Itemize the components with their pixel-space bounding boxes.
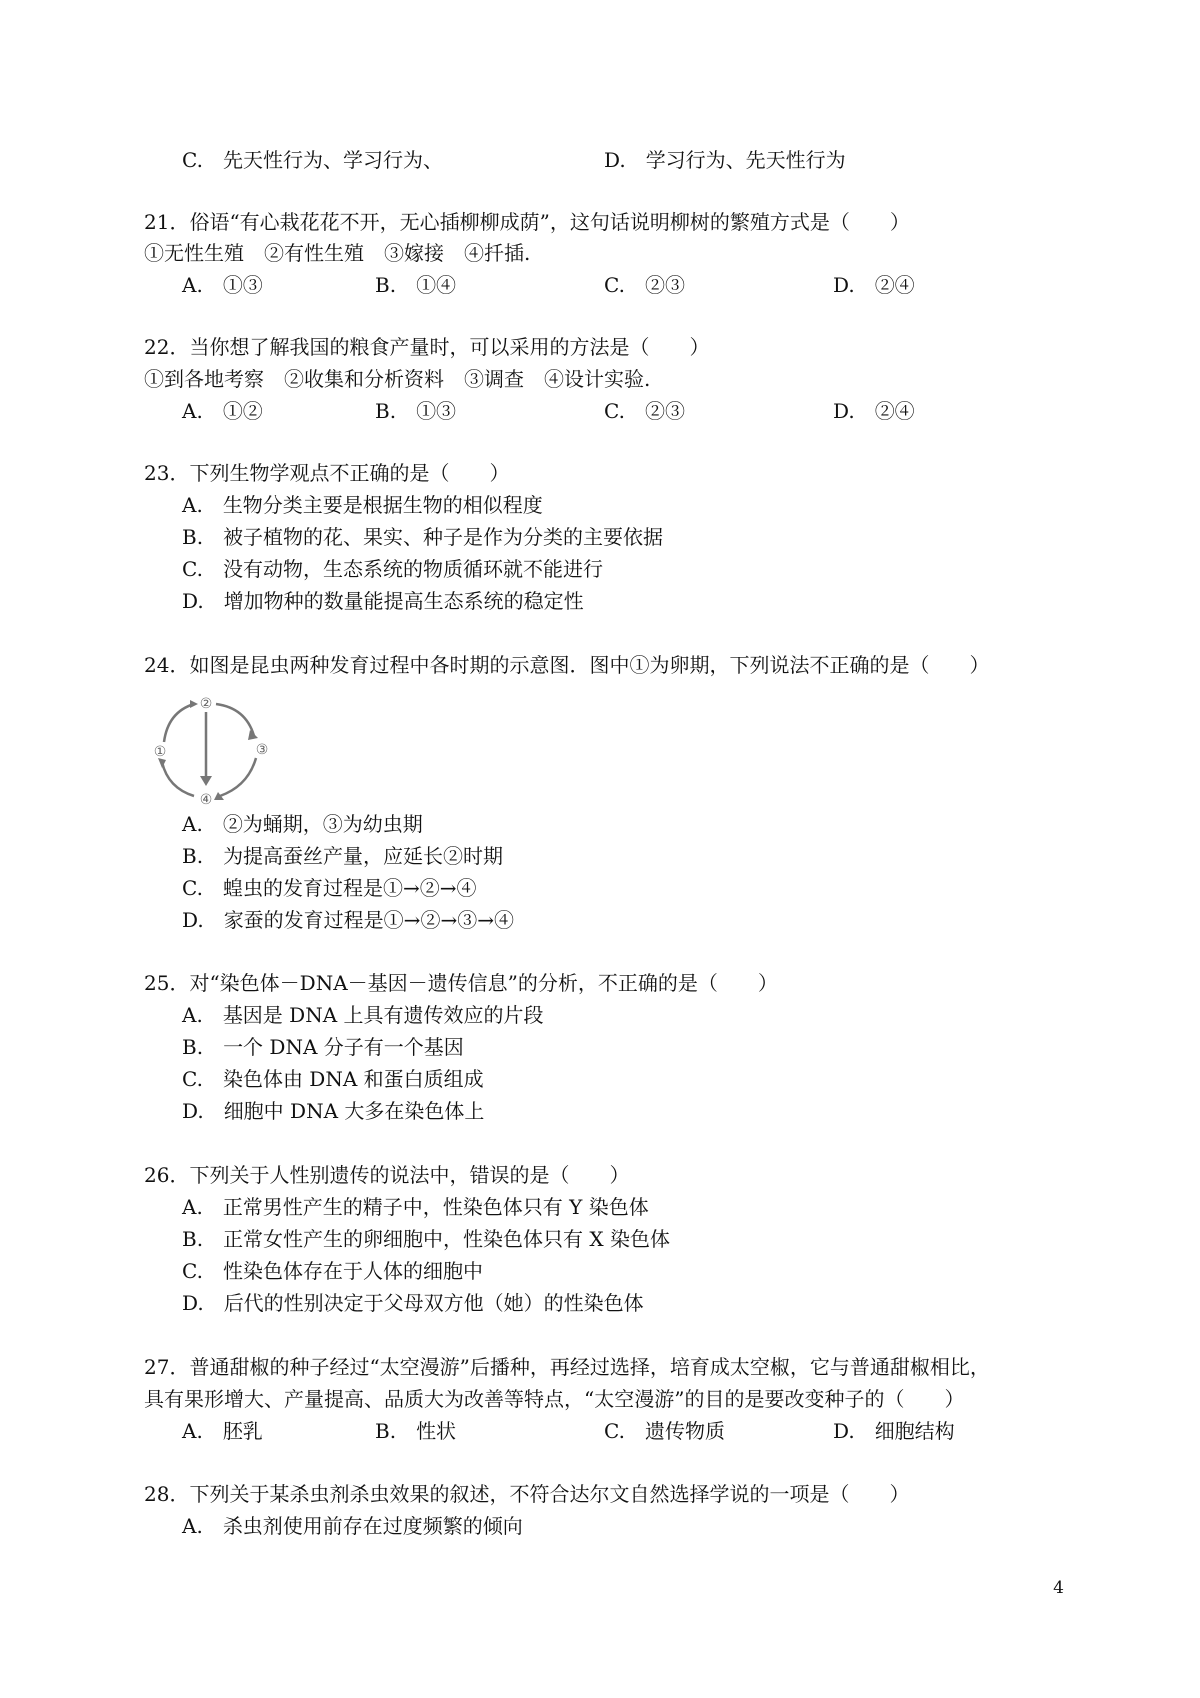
q27-option-b: B. 性状 xyxy=(375,1419,457,1443)
stage-2-label: ② xyxy=(199,696,213,712)
question-23-stem: 23．下列生物学观点不正确的是（ ） xyxy=(144,461,510,485)
q23-option-d: D. 增加物种的数量能提高生态系统的稳定性 xyxy=(182,589,584,613)
q22-option-d: D. ②④ xyxy=(833,399,915,423)
insect-development-cycle-diagram xyxy=(150,690,278,808)
q28-option-a: A. 杀虫剂使用前存在过度频繁的倾向 xyxy=(182,1514,523,1538)
q23-option-a: A. 生物分类主要是根据生物的相似程度 xyxy=(182,493,543,517)
question-24-stem: 24．如图是昆虫两种发育过程中各时期的示意图．图中①为卵期，下列说法不正确的是（ ） xyxy=(144,653,990,677)
q25-option-c: C. 染色体由 DNA 和蛋白质组成 xyxy=(182,1067,484,1091)
q21-option-b: B. ①④ xyxy=(375,273,457,297)
q25-option-b: B. 一个 DNA 分子有一个基因 xyxy=(182,1035,464,1059)
q27-option-c: C. 遗传物质 xyxy=(604,1419,725,1443)
question-28-stem: 28．下列关于某杀虫剂杀虫效果的叙述，不符合达尔文自然选择学说的一项是（ ） xyxy=(144,1482,910,1506)
stage-3-label: ③ xyxy=(255,742,269,758)
question-27-stem-line-2: 具有果形增大、产量提高、品质大为改善等特点，“太空漫游”的目的是要改变种子的（ ） xyxy=(144,1387,965,1411)
question-26-stem: 26．下列关于人性别遗传的说法中，错误的是（ ） xyxy=(144,1163,630,1187)
q22-option-c: C. ②③ xyxy=(604,399,685,423)
question-21-stem: 21．俗语“有心栽花花不开，无心插柳柳成荫”，这句话说明柳树的繁殖方式是（ ） xyxy=(144,210,910,234)
q26-option-b: B. 正常女性产生的卵细胞中，性染色体只有 X 染色体 xyxy=(182,1227,671,1251)
arc-4-1 xyxy=(162,762,194,796)
question-27-stem-line-1: 27．普通甜椒的种子经过“太空漫游”后播种，再经过选择，培育成太空椒，它与普通甜椒相比， xyxy=(144,1355,990,1379)
q23-option-c: C. 没有动物，生态系统的物质循环就不能进行 xyxy=(182,557,603,581)
arc-1-2 xyxy=(164,704,194,742)
q26-option-d: D. 后代的性别决定于父母双方他（她）的性染色体 xyxy=(182,1291,644,1315)
stage-4-label: ④ xyxy=(199,792,213,808)
question-25-stem: 25．对“染色体－DNA－基因－遗传信息”的分析，不正确的是（ ） xyxy=(144,971,778,995)
option-c: C. 先天性行为、学习行为、 xyxy=(182,148,443,172)
q26-option-c: C. 性染色体存在于人体的细胞中 xyxy=(182,1259,483,1283)
q24-option-d: D. 家蚕的发育过程是①→②→③→④ xyxy=(182,908,514,932)
q25-option-d: D. 细胞中 DNA 大多在染色体上 xyxy=(182,1099,485,1123)
q27-option-d: D. 细胞结构 xyxy=(833,1419,955,1443)
question-22-stem: 22．当你想了解我国的粮食产量时，可以采用的方法是（ ） xyxy=(144,335,710,359)
q27-option-a: A. 胚乳 xyxy=(182,1419,263,1443)
page-number: 4 xyxy=(1053,1578,1064,1598)
q21-option-d: D. ②④ xyxy=(833,273,915,297)
arc-2-3 xyxy=(216,704,254,736)
q24-option-c: C. 蝗虫的发育过程是①→②→④ xyxy=(182,876,477,900)
q25-option-a: A. 基因是 DNA 上具有遗传效应的片段 xyxy=(182,1003,544,1027)
stage-1-label: ① xyxy=(153,744,167,760)
arc-3-4 xyxy=(220,758,256,796)
q24-option-b: B. 为提高蚕丝产量，应延长②时期 xyxy=(182,844,504,868)
question-22-items: ①到各地考察 ②收集和分析资料 ③调查 ④设计实验. xyxy=(144,367,651,391)
q21-option-a: A. ①③ xyxy=(182,273,263,297)
arrow-2-4-head xyxy=(200,776,212,786)
arrowhead-1-2 xyxy=(190,700,198,708)
question-21-items: ①无性生殖 ②有性生殖 ③嫁接 ④扦插. xyxy=(144,241,531,265)
q26-option-a: A. 正常男性产生的精子中，性染色体只有 Y 染色体 xyxy=(182,1195,649,1219)
option-d: D. 学习行为、先天性行为 xyxy=(604,148,846,172)
q24-option-a: A. ②为蛹期，③为幼虫期 xyxy=(182,812,423,836)
q22-option-b: B. ①③ xyxy=(375,399,457,423)
q23-option-b: B. 被子植物的花、果实、种子是作为分类的主要依据 xyxy=(182,525,664,549)
q21-option-c: C. ②③ xyxy=(604,273,685,297)
q22-option-a: A. ①② xyxy=(182,399,263,423)
